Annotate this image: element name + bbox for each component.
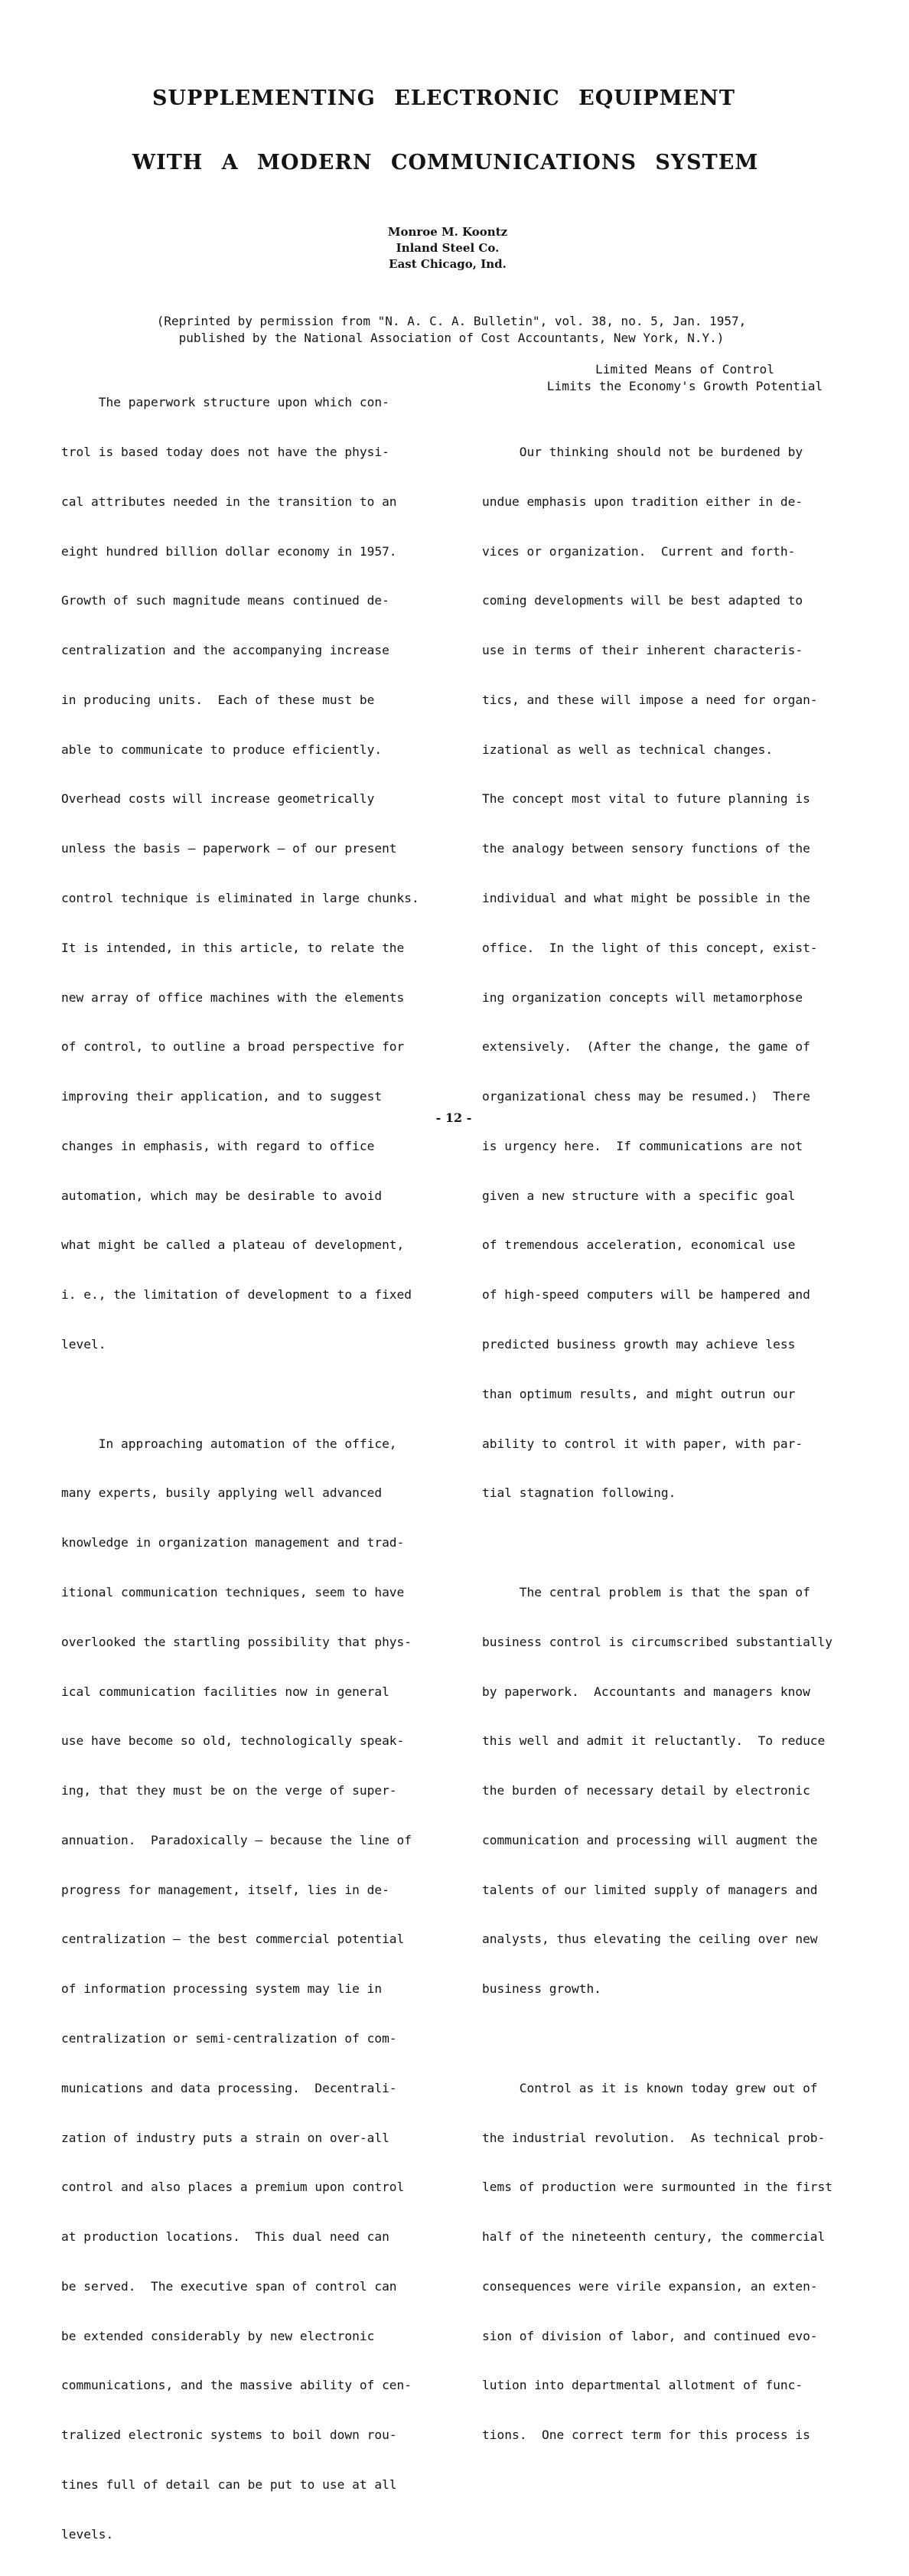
text-line: of high-speed computers will be hampered and <box>482 1287 810 1303</box>
text-line: Overhead costs will increase geometrically <box>61 791 375 807</box>
text-line: office. In the light of this concept, exist- <box>482 940 818 955</box>
text-line: the burden of necessary detail by electronic <box>482 1783 810 1798</box>
text-line: use have become so old, technologically speak- <box>61 1733 405 1749</box>
text-line: vices or organization. Current and forth- <box>482 543 796 559</box>
text-line: overlooked the startling possibility that phys- <box>61 1634 412 1649</box>
text-line: business control is circumscribed substantially <box>482 1634 833 1649</box>
text-line: talents of our limited supply of managers and <box>482 1882 818 1897</box>
text-line: sion of division of labor, and continued evo- <box>482 2328 818 2343</box>
author-name: Monroe M. Koontz <box>387 225 508 239</box>
text-line: individual and what might be possible in the <box>482 891 810 905</box>
text-line: levels. <box>61 2526 114 2542</box>
text-line: this well and admit it reluctantly. To reduce <box>482 1733 826 1749</box>
text-line: knowledge in organization management and trad- <box>61 1535 405 1550</box>
left-paragraph-1 <box>61 361 459 1386</box>
text-line: in producing units. Each of these must be <box>61 692 375 707</box>
text-line: The central problem is that the span of <box>482 1584 810 1599</box>
text-line: centralization and the accompanying increase <box>61 643 389 658</box>
text-line: the industrial revolution. As technical prob- <box>482 2130 826 2145</box>
right-paragraph-2 <box>482 1551 888 2030</box>
text-line: The concept most vital to future planning is <box>482 791 810 807</box>
text-line: be served. The executive span of control can <box>61 2278 397 2294</box>
text-line: tions. One correct term for this process is <box>482 2428 810 2443</box>
text-line: tial stagnation following. <box>482 1485 676 1501</box>
left-column <box>61 361 459 2576</box>
text-line: half of the nineteenth century, the commercial <box>482 2229 826 2245</box>
text-line: itional communication techniques, seem to have <box>61 1584 405 1599</box>
text-line: of information processing system may lie in <box>61 1981 383 1997</box>
text-line: than optimum results, and might outrun our <box>482 1386 796 1401</box>
left-paragraph-2 <box>61 1402 459 2575</box>
text-line: ability to control it with paper, with par- <box>482 1436 803 1451</box>
right-column <box>482 361 888 2477</box>
text-line: communication and processing will augment the <box>482 1832 818 1847</box>
text-line: progress for management, itself, lies in de- <box>61 1882 389 1897</box>
reprint-notice <box>0 313 903 347</box>
section-heading-line-1: Limited Means of Control <box>595 362 774 377</box>
text-line: is urgency here. If communications are not <box>482 1138 803 1153</box>
article-title-line-1: SUPPLEMENTING ELECTRONIC EQUIPMENT <box>152 86 735 110</box>
author-company: Inland Steel Co. <box>396 241 500 255</box>
right-paragraph-1 <box>482 411 888 1534</box>
text-line: of control, to outline a broad perspective for <box>61 1039 405 1055</box>
text-line: changes in emphasis, with regard to office <box>61 1138 375 1153</box>
text-line: i. e., the limitation of development to a fixed <box>61 1287 412 1303</box>
text-line: control technique is eliminated in large chunks. <box>61 891 419 905</box>
text-line: lution into departmental allotment of func- <box>482 2378 803 2393</box>
text-line: ical communication facilities now in general <box>61 1684 389 1699</box>
text-line: ing, that they must be on the verge of super- <box>61 1783 397 1798</box>
text-line: control and also places a premium upon control <box>61 2180 405 2195</box>
text-line: eight hundred billion dollar economy in 1957. <box>61 543 397 559</box>
text-line: the analogy between sensory functions of the <box>482 841 810 856</box>
text-line: annuation. Paradoxically — because the line of <box>61 1832 412 1847</box>
text-line: munications and data processing. Decentrali- <box>61 2080 397 2095</box>
text-line: It is intended, in this article, to relate the <box>61 940 405 955</box>
text-line: The paperwork structure upon which con- <box>61 395 389 410</box>
text-line: able to communicate to produce efficiently. <box>61 742 383 757</box>
text-line: business growth. <box>482 1981 601 1997</box>
text-line: trol is based today does not have the physi- <box>61 444 389 459</box>
text-line: extensively. (After the change, the game of <box>482 1039 810 1055</box>
text-line: In approaching automation of the office, <box>61 1436 397 1451</box>
text-line: centralization or semi-centralization of com- <box>61 2030 397 2046</box>
text-line: what might be called a plateau of development, <box>61 1237 405 1253</box>
text-line: by paperwork. Accountants and managers know <box>482 1684 810 1699</box>
text-line: new array of office machines with the elements <box>61 990 405 1005</box>
page-number: - 12 - <box>435 1110 472 1125</box>
text-line: many experts, busily applying well advanced <box>61 1485 383 1501</box>
text-line: ing organization concepts will metamorphose <box>482 990 803 1005</box>
text-line: cal attributes needed in the transition to an <box>61 494 397 509</box>
author-location: East Chicago, Ind. <box>389 257 507 271</box>
text-line: analysts, thus elevating the ceiling over new <box>482 1932 818 1947</box>
text-line: Growth of such magnitude means continued de- <box>61 593 389 608</box>
text-line: tics, and these will impose a need for organ- <box>482 692 818 707</box>
text-line: automation, which may be desirable to avoid <box>61 1188 383 1203</box>
text-line: Control as it is known today grew out of <box>482 2080 818 2095</box>
text-line: unless the basis — paperwork — of our present <box>61 841 397 856</box>
text-line: tines full of detail can be put to use at all <box>61 2477 397 2492</box>
text-line: lems of production were surmounted in the first <box>482 2180 833 2195</box>
text-line: undue emphasis upon tradition either in de- <box>482 494 803 509</box>
text-line: organizational chess may be resumed.) There <box>482 1089 810 1104</box>
text-line: tralized electronic systems to boil down rou- <box>61 2428 397 2443</box>
section-heading-line-2: Limits the Economy's Growth Potential <box>546 378 823 393</box>
text-line: predicted business growth may achieve less <box>482 1337 796 1352</box>
text-line: at production locations. This dual need can <box>61 2229 389 2245</box>
text-line: use in terms of their inherent characteris- <box>482 643 803 658</box>
reprint-line-2: published by the National Association of Cost Accountants, New York, N.Y.) <box>178 331 725 345</box>
author-block <box>0 224 895 272</box>
text-line: improving their application, and to suggest <box>61 1089 383 1104</box>
text-line: centralization — the best commercial potential <box>61 1932 405 1947</box>
text-line: zation of industry puts a strain on over-all <box>61 2130 389 2145</box>
article-title-line-2: WITH A MODERN COMMUNICATIONS SYSTEM <box>132 151 759 174</box>
text-line: level. <box>61 1337 106 1352</box>
text-line: coming developments will be best adapted to <box>482 593 803 608</box>
text-line: of tremendous acceleration, economical use <box>482 1237 796 1253</box>
text-line: Our thinking should not be burdened by <box>482 444 803 459</box>
right-paragraph-3 <box>482 2047 888 2477</box>
text-line: consequences were virile expansion, an exten- <box>482 2278 818 2294</box>
reprint-line-1: (Reprinted by permission from "N. A. C. A. Bulletin", vol. 38, no. 5, Jan. 1957, <box>156 314 747 328</box>
text-line: given a new structure with a specific goal <box>482 1188 796 1203</box>
text-line: izational as well as technical changes. <box>482 742 774 757</box>
text-line: communications, and the massive ability of cen- <box>61 2378 412 2393</box>
text-line: be extended considerably by new electronic <box>61 2328 375 2343</box>
